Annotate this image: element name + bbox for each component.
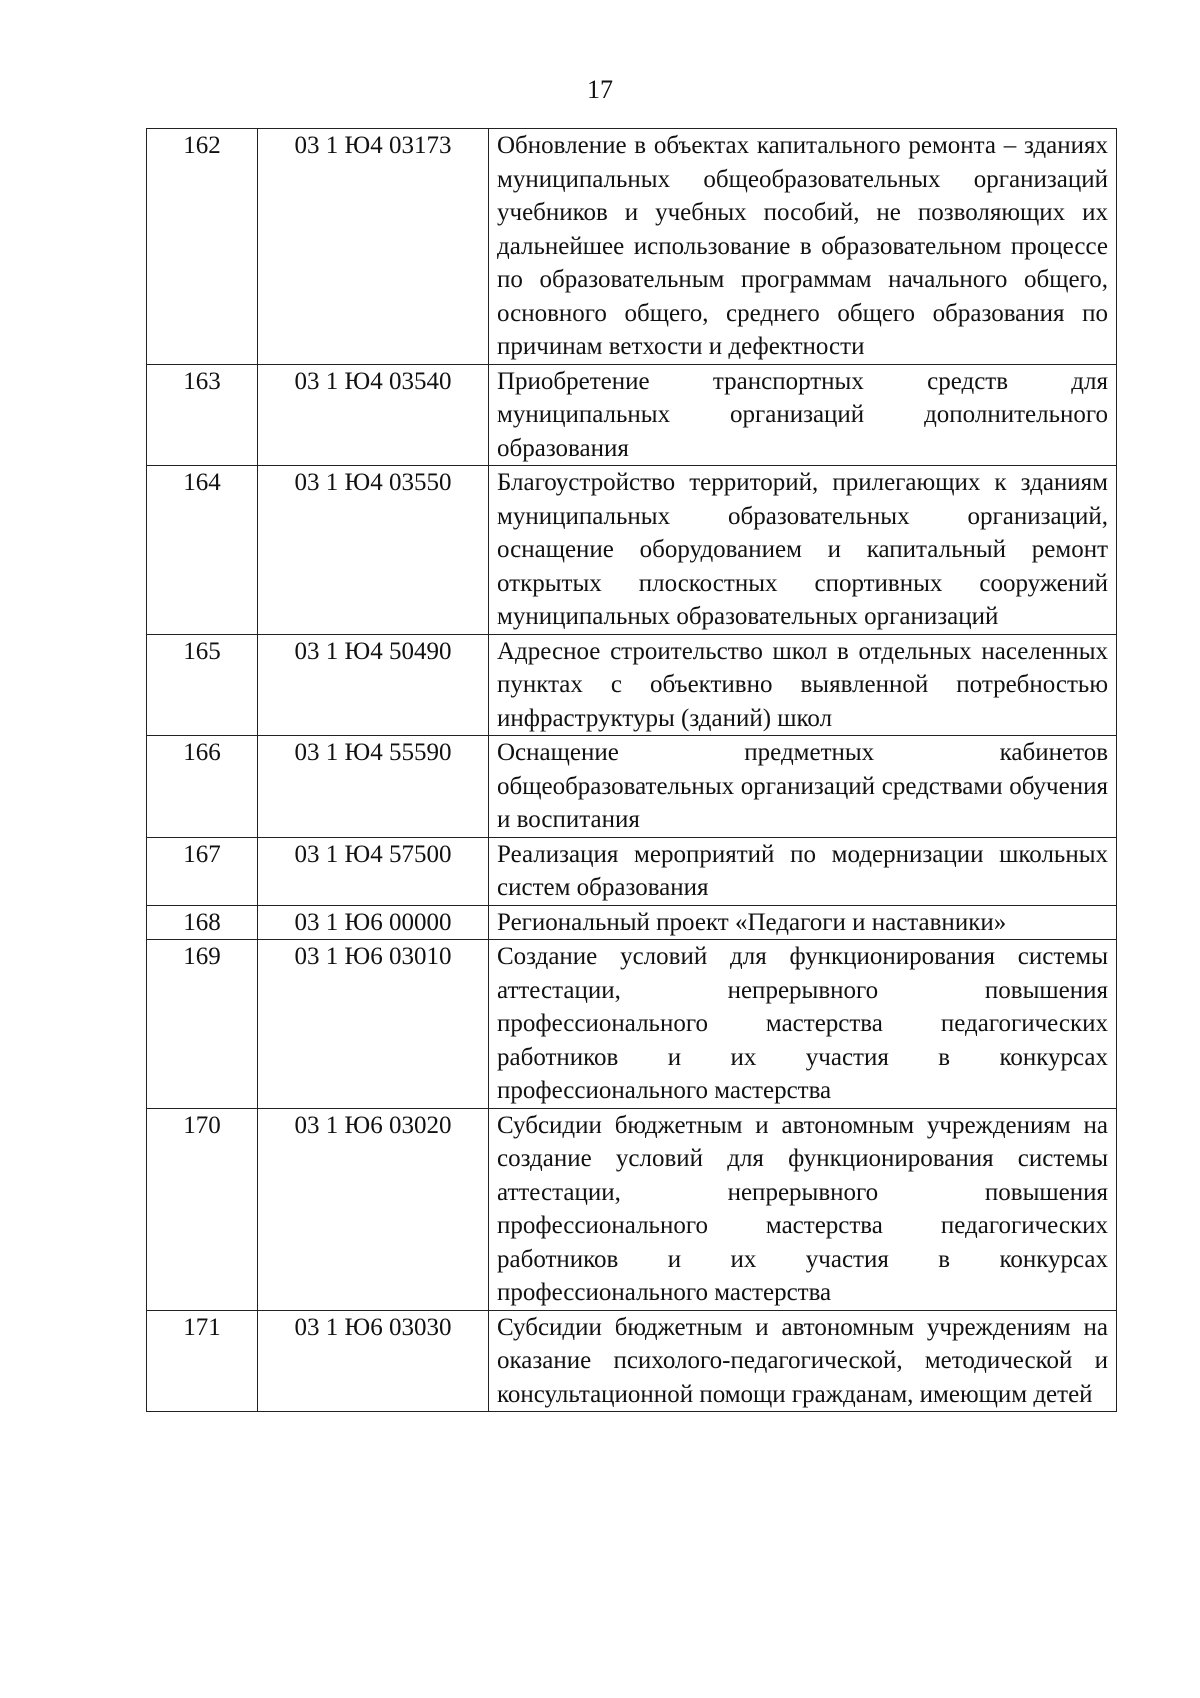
- expense-description: Реализация мероприятий по модернизации школьных систем образования: [489, 837, 1117, 905]
- target-article-code: 03 1 Ю4 50490: [258, 634, 489, 736]
- table-row: [147, 905, 1117, 940]
- table-row: [147, 1310, 1117, 1412]
- table-row: [147, 129, 1117, 365]
- target-article-code: 03 1 Ю4 03540: [258, 364, 489, 466]
- expense-description: Региональный проект «Педагоги и наставники»: [489, 905, 1117, 940]
- target-article-code: 03 1 Ю4 03550: [258, 466, 489, 635]
- expense-description: Оснащение предметных кабинетов общеобразовательных организаций средствами обучения и воспитания: [489, 736, 1117, 838]
- target-article-code: 03 1 Ю6 03010: [258, 940, 489, 1109]
- target-article-code: 03 1 Ю6 03030: [258, 1310, 489, 1412]
- target-article-code: 03 1 Ю4 03173: [258, 129, 489, 365]
- expense-description: Приобретение транспортных средств для муниципальных организаций дополнительного образования: [489, 364, 1117, 466]
- expense-description: Создание условий для функционирования системы аттестации, непрерывного повышения профессионального мастерства педагогических работников и их участия в конкурсах профессионального мастерства: [489, 940, 1117, 1109]
- row-number: 162: [147, 129, 258, 365]
- target-article-code: 03 1 Ю6 00000: [258, 905, 489, 940]
- target-article-code: 03 1 Ю4 55590: [258, 736, 489, 838]
- table-row: [147, 736, 1117, 838]
- row-number: 169: [147, 940, 258, 1109]
- expense-description: Обновление в объектах капитального ремонта – зданиях муниципальных общеобразовательных организаций учебников и учебных пособий, не позволяющих их дальнейшее использование в образовательном процессе по образовательным программам начального общего, основного общего, среднего общего образования по причинам ветхости и дефектности: [489, 129, 1117, 365]
- table-row: [147, 1108, 1117, 1310]
- row-number: 165: [147, 634, 258, 736]
- row-number: 171: [147, 1310, 258, 1412]
- expense-description: Субсидии бюджетным и автономным учреждениям на создание условий для функционирования системы аттестации, непрерывного повышения профессионального мастерства педагогических работников и их участия в конкурсах профессионального мастерства: [489, 1108, 1117, 1310]
- row-number: 166: [147, 736, 258, 838]
- row-number: 163: [147, 364, 258, 466]
- row-number: 170: [147, 1108, 258, 1310]
- row-number: 167: [147, 837, 258, 905]
- table-row: [147, 466, 1117, 635]
- classification-table: [146, 128, 1117, 1412]
- table-row: [147, 634, 1117, 736]
- expense-description: Субсидии бюджетным и автономным учреждениям на оказание психолого-педагогической, методической и консультационной помощи гражданам, имеющим детей: [489, 1310, 1117, 1412]
- expense-description: Адресное строительство школ в отдельных населенных пунктах с объективно выявленной потребностью инфраструктуры (зданий) школ: [489, 634, 1117, 736]
- page-number: 17: [587, 75, 613, 104]
- row-number: 164: [147, 466, 258, 635]
- table-row: [147, 364, 1117, 466]
- table-row: [147, 940, 1117, 1109]
- expense-description: Благоустройство территорий, прилегающих к зданиям муниципальных образовательных организаций, оснащение оборудованием и капитальный ремонт открытых плоскостных спортивных сооружений муниципальных образовательных организаций: [489, 466, 1117, 635]
- target-article-code: 03 1 Ю4 57500: [258, 837, 489, 905]
- row-number: 168: [147, 905, 258, 940]
- target-article-code: 03 1 Ю6 03020: [258, 1108, 489, 1310]
- table-row: [147, 837, 1117, 905]
